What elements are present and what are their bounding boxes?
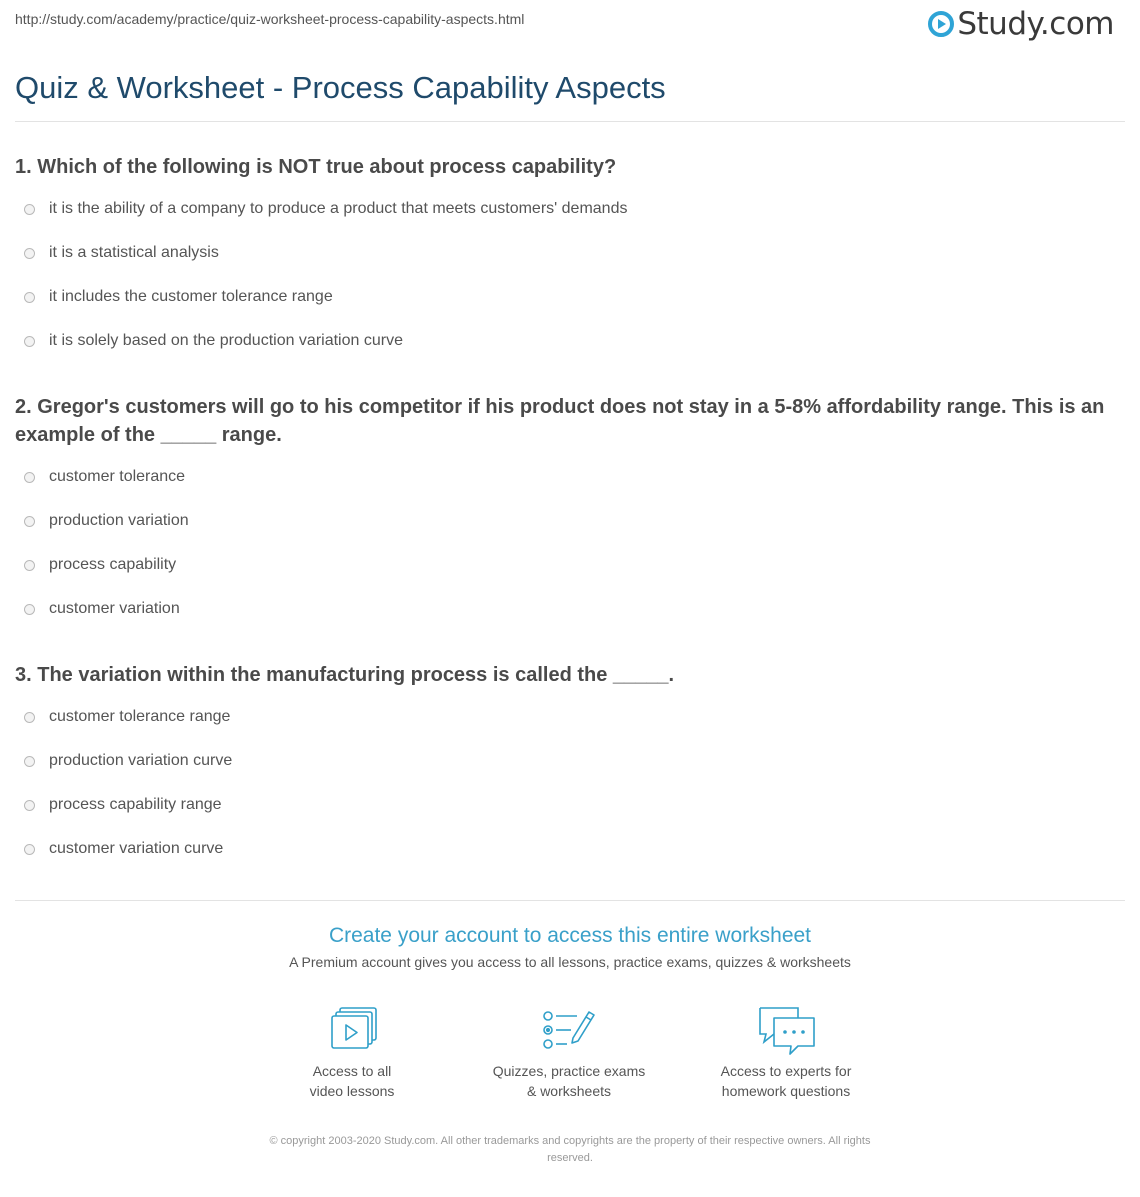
option-label: customer tolerance range <box>49 708 231 725</box>
cta-heading[interactable]: Create your account to access this entire worksheet <box>328 924 812 947</box>
radio-icon[interactable] <box>24 472 35 483</box>
quiz-checklist-icon <box>537 1004 601 1056</box>
answer-option[interactable] <box>15 231 1115 275</box>
answer-options <box>15 455 1115 631</box>
question-3 <box>15 661 1115 871</box>
feature-label-line1: Access to experts for <box>720 1063 852 1079</box>
answer-option[interactable] <box>15 783 1115 827</box>
cta-divider <box>15 900 1125 901</box>
study-logo[interactable] <box>928 6 1114 42</box>
feature-quizzes <box>469 1004 669 1101</box>
radio-icon[interactable] <box>24 292 35 303</box>
cta-subheading: A Premium account gives you access to all lessons, practice exams, quizzes & worksheets <box>289 954 851 970</box>
feature-label-line2: video lessons <box>309 1083 395 1099</box>
radio-icon[interactable] <box>24 248 35 259</box>
answer-option[interactable] <box>15 587 1115 631</box>
answer-option[interactable] <box>15 543 1115 587</box>
option-label: it is solely based on the production variation curve <box>49 332 403 349</box>
feature-label-line2: homework questions <box>721 1083 851 1099</box>
answer-option[interactable] <box>15 275 1115 319</box>
question-2 <box>15 393 1115 631</box>
feature-video-lessons <box>252 1004 452 1101</box>
radio-icon[interactable] <box>24 844 35 855</box>
answer-options <box>15 187 1115 363</box>
option-label: production variation <box>49 512 189 529</box>
radio-icon[interactable] <box>24 560 35 571</box>
feature-label-line1: Access to all <box>312 1063 392 1079</box>
question-1 <box>15 153 1115 363</box>
feature-label-line2: & worksheets <box>526 1083 612 1099</box>
radio-icon[interactable] <box>24 336 35 347</box>
page-title: Quiz & Worksheet - Process Capability Aspects <box>15 70 666 105</box>
answer-option[interactable] <box>15 187 1115 231</box>
copyright-line1: © copyright 2003-2020 Study.com. All other trademarks and copyrights are the property of their respective owners. All rights <box>269 1135 871 1147</box>
radio-icon[interactable] <box>24 712 35 723</box>
radio-icon[interactable] <box>24 516 35 527</box>
copyright-line2: reserved. <box>547 1152 593 1164</box>
radio-icon[interactable] <box>24 604 35 615</box>
option-label: it is the ability of a company to produce a product that meets customers' demands <box>49 200 628 217</box>
question-text: 1. Which of the following is NOT true about process capability? <box>15 156 617 178</box>
question-text: 2. Gregor's customers will go to his competitor if his product does not stay in a 5-8% affordability range. This is an example of the _____ range. <box>15 396 1105 446</box>
radio-icon[interactable] <box>24 756 35 767</box>
answer-options <box>15 695 1115 871</box>
title-divider <box>15 121 1125 122</box>
radio-icon[interactable] <box>24 800 35 811</box>
option-label: process capability <box>49 556 177 573</box>
feature-label-line1: Quizzes, practice exams <box>492 1063 646 1079</box>
radio-icon[interactable] <box>24 204 35 215</box>
answer-option[interactable] <box>15 695 1115 739</box>
option-label: customer tolerance <box>49 468 186 485</box>
answer-option[interactable] <box>15 827 1115 871</box>
chat-experts-icon <box>754 1004 818 1056</box>
answer-option[interactable] <box>15 499 1115 543</box>
feature-experts <box>686 1004 886 1101</box>
answer-option[interactable] <box>15 319 1115 363</box>
option-label: customer variation <box>49 600 180 617</box>
play-circle-logo-icon <box>928 11 954 37</box>
page-url: http://study.com/academy/practice/quiz-worksheet-process-capability-aspects.html <box>15 11 525 27</box>
option-label: it includes the customer tolerance range <box>49 288 333 305</box>
option-label: production variation curve <box>49 752 233 769</box>
option-label: process capability range <box>49 796 222 813</box>
copyright-footer <box>210 1133 930 1167</box>
video-lessons-icon <box>320 1004 384 1056</box>
logo-wordmark: Study.com <box>957 6 1114 42</box>
answer-option[interactable] <box>15 455 1115 499</box>
option-label: it is a statistical analysis <box>49 244 219 261</box>
question-text: 3. The variation within the manufacturing process is called the _____. <box>15 664 675 686</box>
answer-option[interactable] <box>15 739 1115 783</box>
option-label: customer variation curve <box>49 840 224 857</box>
